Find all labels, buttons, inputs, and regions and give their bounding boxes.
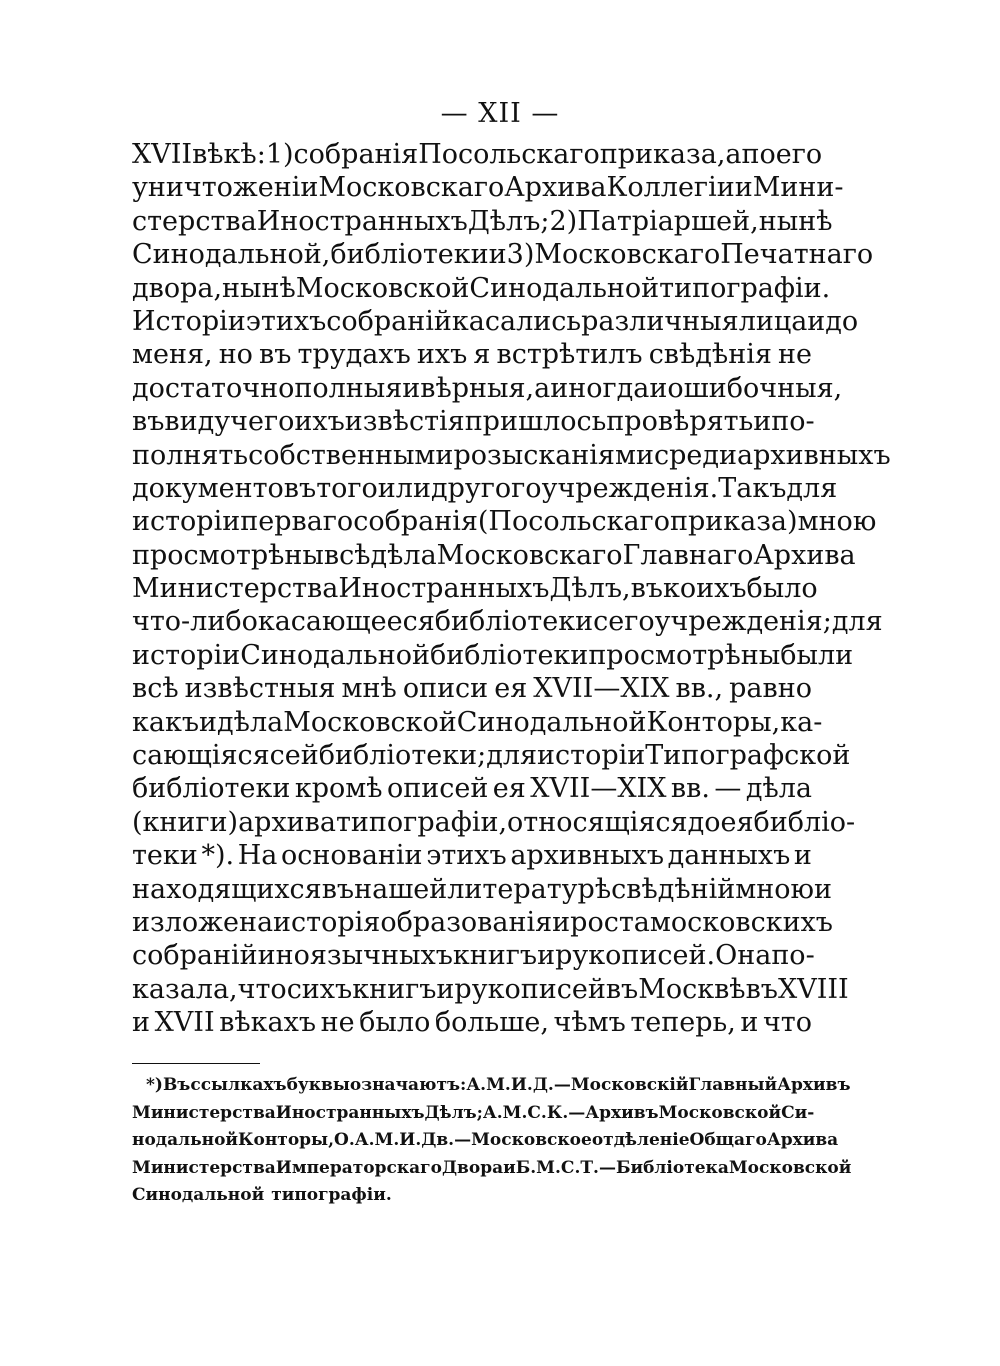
body-line bbox=[132, 205, 833, 238]
word: Императорскаго bbox=[275, 1157, 442, 1178]
word: въ bbox=[132, 406, 165, 438]
word: библіо- bbox=[753, 806, 856, 838]
word: кромѣ bbox=[294, 773, 383, 805]
word: архивныхъ bbox=[510, 840, 665, 872]
word: Архивъ bbox=[585, 1102, 659, 1123]
word: ихъ bbox=[416, 339, 468, 371]
body-line bbox=[132, 138, 823, 171]
word: въ bbox=[259, 339, 292, 371]
word: С. bbox=[560, 1157, 581, 1178]
word: 1) bbox=[265, 139, 294, 170]
word: въ bbox=[605, 973, 639, 1005]
body-line bbox=[132, 605, 883, 638]
word: а bbox=[534, 372, 551, 404]
word: и bbox=[552, 906, 571, 938]
word: среди bbox=[653, 439, 737, 471]
body-line bbox=[132, 338, 812, 371]
word: вѣкахъ bbox=[219, 1007, 317, 1039]
word: провѣрять bbox=[606, 406, 754, 438]
word: Исторіи bbox=[132, 305, 246, 337]
word: Архива bbox=[504, 172, 607, 204]
body-line bbox=[132, 171, 844, 204]
word: ошибочныя, bbox=[667, 372, 843, 404]
word: Министерства bbox=[132, 1102, 276, 1123]
word: приказа) bbox=[669, 506, 798, 538]
body-line bbox=[132, 472, 838, 505]
word: или bbox=[377, 472, 431, 504]
word: вѣрныя, bbox=[420, 372, 535, 404]
word: были bbox=[780, 639, 854, 671]
word: М. bbox=[502, 1102, 528, 1123]
footnote-line bbox=[132, 1072, 851, 1100]
word: *). bbox=[201, 840, 235, 872]
word: И. bbox=[510, 1075, 533, 1095]
word: двора, bbox=[132, 272, 223, 304]
word: уничтоженіи bbox=[132, 172, 319, 204]
word: книгъ bbox=[352, 973, 437, 1005]
word: Главный bbox=[688, 1075, 778, 1095]
word: достаточно bbox=[132, 372, 295, 404]
word: учрежденія; bbox=[654, 606, 832, 638]
word: *) bbox=[146, 1075, 163, 1095]
word: буквы bbox=[286, 1075, 350, 1095]
word: было bbox=[746, 573, 818, 605]
body-line bbox=[132, 906, 833, 939]
word: а bbox=[725, 139, 742, 170]
word: Министерства bbox=[132, 1157, 276, 1178]
word: сихъ bbox=[286, 973, 353, 1005]
word: Синодальной bbox=[132, 1185, 265, 1206]
word: собственными bbox=[248, 439, 454, 471]
word: всѣ bbox=[323, 539, 371, 571]
word: Посольскаго bbox=[418, 139, 600, 170]
word: собраній bbox=[132, 940, 258, 972]
word: Дв. bbox=[421, 1130, 455, 1151]
word: въ bbox=[321, 873, 355, 905]
word: изложена bbox=[132, 906, 274, 938]
word: Архива bbox=[766, 1130, 839, 1151]
word: касались bbox=[451, 305, 582, 337]
word: Б. bbox=[515, 1157, 537, 1178]
body-line bbox=[132, 372, 843, 405]
word: до bbox=[687, 806, 721, 838]
word: (Посольскаго bbox=[477, 506, 670, 538]
word: коихъ bbox=[662, 573, 747, 605]
word: въ bbox=[745, 973, 778, 1005]
word: и bbox=[537, 940, 556, 972]
word: типографіи. bbox=[271, 1185, 392, 1206]
body-line bbox=[132, 806, 856, 839]
word: сающіяся bbox=[132, 740, 270, 772]
word: мнѣ bbox=[341, 673, 397, 705]
word: — bbox=[598, 1157, 616, 1178]
word: просмотрѣны bbox=[588, 639, 781, 671]
word: стерства bbox=[132, 205, 257, 237]
word: Такъ bbox=[718, 472, 787, 504]
word: Библіотека bbox=[615, 1157, 729, 1178]
word: рукописей. bbox=[555, 940, 716, 972]
word: Мини- bbox=[752, 172, 844, 204]
word: литературѣ bbox=[447, 873, 612, 905]
word: — bbox=[454, 1130, 472, 1151]
word: другого bbox=[430, 472, 542, 504]
word: какъ bbox=[132, 706, 200, 738]
body-line bbox=[132, 238, 874, 271]
word: ея bbox=[492, 773, 526, 805]
word: собраній bbox=[326, 305, 452, 337]
word: Въ bbox=[162, 1075, 191, 1095]
word: не bbox=[777, 339, 812, 371]
word: по- bbox=[771, 406, 815, 438]
word: дѣла bbox=[745, 773, 812, 805]
word: нынѣ bbox=[758, 205, 833, 237]
word: вв., bbox=[675, 673, 724, 705]
word: рукописей bbox=[454, 973, 606, 1005]
word: и bbox=[740, 1007, 759, 1039]
word: трудахъ bbox=[297, 339, 411, 371]
word: Двора bbox=[441, 1157, 504, 1178]
word: было bbox=[359, 1007, 431, 1039]
word: что bbox=[762, 1007, 812, 1039]
word: библіотеки bbox=[330, 239, 489, 271]
word: того bbox=[316, 472, 378, 504]
word: этихъ bbox=[245, 305, 327, 337]
word: Дѣлъ, bbox=[549, 573, 631, 605]
word: М. bbox=[374, 1130, 400, 1151]
word: лица bbox=[738, 305, 808, 337]
body-line bbox=[132, 772, 812, 805]
word: На bbox=[237, 840, 278, 872]
word: XVII bbox=[132, 139, 193, 170]
word: дѣла bbox=[370, 539, 437, 571]
word: Иностранныхъ bbox=[275, 1102, 425, 1123]
word: его bbox=[775, 139, 823, 170]
word: учрежденія. bbox=[541, 472, 719, 504]
word: Иностранныхъ bbox=[256, 205, 468, 237]
word: пришлось bbox=[464, 406, 607, 438]
word: больше, bbox=[434, 1007, 549, 1039]
word: Москвѣ bbox=[638, 973, 746, 1005]
body-line bbox=[132, 672, 812, 705]
word: типографіи. bbox=[659, 272, 831, 304]
word: въ bbox=[630, 573, 663, 605]
word: Общаго bbox=[689, 1130, 767, 1151]
word: Московское bbox=[471, 1130, 592, 1151]
word: исторія bbox=[273, 906, 381, 938]
body-line bbox=[132, 639, 854, 672]
word: 2) bbox=[549, 205, 578, 237]
word: ея bbox=[494, 673, 528, 705]
word: и bbox=[503, 1157, 516, 1178]
word: Архивъ bbox=[777, 1075, 851, 1095]
word: иногда bbox=[550, 372, 650, 404]
word: виду bbox=[164, 406, 231, 438]
word: и bbox=[488, 239, 507, 271]
word: сей bbox=[269, 740, 319, 772]
word: М. bbox=[486, 1075, 511, 1095]
word: И. bbox=[399, 1130, 422, 1151]
body-line bbox=[132, 305, 859, 338]
word: библіотеки bbox=[434, 606, 594, 638]
word: Т. bbox=[580, 1157, 599, 1178]
word: библіотеки; bbox=[318, 740, 487, 772]
body-line bbox=[132, 439, 891, 472]
word: и bbox=[814, 873, 833, 905]
word: различныя bbox=[581, 305, 739, 337]
word: основаніи bbox=[281, 840, 423, 872]
word: Патріаршей, bbox=[577, 205, 759, 237]
body-line bbox=[132, 973, 849, 1006]
footnote-divider bbox=[132, 1063, 260, 1065]
word: и bbox=[793, 840, 812, 872]
body-line bbox=[132, 1006, 812, 1039]
word: описи bbox=[402, 673, 489, 705]
word: свѣдѣній bbox=[611, 873, 736, 905]
word: мною bbox=[735, 873, 815, 905]
body-line bbox=[132, 739, 851, 772]
word: данныхъ bbox=[667, 840, 791, 872]
word: М. bbox=[536, 1157, 561, 1178]
word: Синодальной bbox=[456, 706, 647, 738]
word: описей bbox=[386, 773, 489, 805]
word: московскихъ bbox=[649, 906, 833, 938]
word: извѣстія bbox=[344, 406, 465, 438]
body-line bbox=[132, 405, 815, 438]
word: извѣстныя bbox=[184, 673, 336, 705]
word: по- bbox=[771, 940, 815, 972]
body-text bbox=[132, 138, 891, 1040]
word: Типографской bbox=[645, 740, 851, 772]
word: для bbox=[831, 606, 883, 638]
word: приказа, bbox=[599, 139, 726, 170]
word: ихъ bbox=[294, 406, 345, 438]
word: и bbox=[402, 372, 421, 404]
word: всѣ bbox=[132, 673, 179, 705]
footnote-line bbox=[132, 1127, 839, 1155]
body-line bbox=[132, 706, 823, 739]
word: К. bbox=[546, 1102, 569, 1123]
word: исторіи bbox=[132, 506, 241, 538]
word: казала, bbox=[132, 973, 238, 1005]
word: Синодальной bbox=[469, 272, 660, 304]
word: и bbox=[734, 172, 753, 204]
word: теки bbox=[132, 840, 198, 872]
word: и bbox=[132, 1007, 150, 1039]
word: для bbox=[486, 740, 538, 772]
word: С. bbox=[527, 1102, 547, 1123]
word: 3) bbox=[506, 239, 535, 271]
word: для bbox=[786, 472, 838, 504]
word: Иностранныхъ bbox=[338, 573, 550, 605]
word: отдѣленіе bbox=[591, 1130, 690, 1151]
word: А. bbox=[482, 1102, 503, 1123]
word: собранія bbox=[353, 506, 478, 538]
word: вв. bbox=[670, 773, 710, 805]
word: А. bbox=[466, 1075, 487, 1095]
word: иноязычныхъ bbox=[257, 940, 453, 972]
word: вѣкѣ: bbox=[192, 139, 266, 170]
word: чего bbox=[230, 406, 295, 438]
word: и bbox=[753, 406, 772, 438]
word: архивныхъ bbox=[736, 439, 891, 471]
word: находящихся bbox=[132, 873, 322, 905]
word: полныя bbox=[294, 372, 403, 404]
body-line bbox=[132, 272, 831, 305]
word: по bbox=[741, 139, 776, 170]
word: XVII—XIX bbox=[530, 773, 667, 805]
word: Д. bbox=[532, 1075, 554, 1095]
word: чѣмъ bbox=[553, 1007, 626, 1039]
word: дѣла bbox=[217, 706, 284, 738]
word: ссылкахъ bbox=[190, 1075, 287, 1095]
word: до bbox=[825, 305, 859, 337]
word: Дѣлъ; bbox=[467, 205, 550, 237]
word: А. bbox=[354, 1130, 375, 1151]
word: и bbox=[436, 973, 455, 1005]
word: не bbox=[320, 1007, 355, 1039]
word: Министерства bbox=[132, 573, 339, 605]
body-line bbox=[132, 572, 818, 605]
word: равно bbox=[729, 673, 812, 705]
word: книгъ bbox=[452, 940, 538, 972]
word: Московской bbox=[728, 1157, 852, 1178]
word: (книги) bbox=[132, 806, 239, 838]
word: что bbox=[237, 973, 287, 1005]
footnote-line bbox=[132, 1100, 815, 1128]
word: Главнаго bbox=[622, 539, 754, 571]
body-line bbox=[132, 873, 833, 906]
word: меня, bbox=[132, 339, 213, 371]
word: нашей bbox=[354, 873, 448, 905]
word: типографіи, bbox=[335, 806, 508, 838]
word: исторіи bbox=[537, 740, 646, 772]
word: и bbox=[199, 706, 218, 738]
footnote-line bbox=[132, 1182, 812, 1210]
word: Московской bbox=[295, 272, 470, 304]
word: библіотеки bbox=[429, 639, 589, 671]
word: собранія bbox=[293, 139, 419, 170]
word: Московскаго bbox=[318, 172, 505, 204]
footnote bbox=[132, 1072, 852, 1210]
word: нынѣ bbox=[222, 272, 296, 304]
word: ея bbox=[720, 806, 754, 838]
word: Московской bbox=[283, 706, 457, 738]
word: свѣдѣнія bbox=[648, 339, 772, 371]
word: образованія bbox=[380, 906, 553, 938]
body-line bbox=[132, 839, 812, 872]
word: Московскаго bbox=[436, 539, 623, 571]
word: Конторы, bbox=[646, 706, 781, 738]
word: просмотрѣны bbox=[132, 539, 324, 571]
word: — bbox=[553, 1075, 571, 1095]
word: этихъ bbox=[426, 840, 507, 872]
word: документовъ bbox=[132, 472, 317, 504]
word: Печатнаго bbox=[720, 239, 874, 271]
word: Московскій bbox=[570, 1075, 689, 1095]
word: и bbox=[807, 305, 826, 337]
word: нодальной bbox=[132, 1130, 239, 1151]
word: Московской bbox=[658, 1102, 782, 1123]
word: полнять bbox=[132, 439, 249, 471]
page-number: — XII — bbox=[440, 98, 560, 129]
word: XVIII bbox=[777, 973, 849, 1005]
word: мною bbox=[797, 506, 877, 538]
word: розысканіями bbox=[453, 439, 654, 471]
footnote-line bbox=[132, 1155, 852, 1183]
word: архива bbox=[238, 806, 336, 838]
body-line bbox=[132, 539, 856, 572]
word: ка- bbox=[780, 706, 823, 738]
word: XVII—XIX bbox=[533, 673, 670, 705]
word: исторіи bbox=[132, 639, 241, 671]
word: относящіяся bbox=[507, 806, 688, 838]
body-line bbox=[132, 939, 815, 972]
word: Си- bbox=[781, 1102, 815, 1123]
word: касающееся bbox=[257, 606, 435, 638]
word: что-либо bbox=[132, 606, 258, 638]
word: О. bbox=[334, 1130, 355, 1151]
word: — bbox=[714, 773, 742, 805]
word: роста bbox=[570, 906, 650, 938]
word: Московскаго bbox=[534, 239, 721, 271]
word: — bbox=[568, 1102, 586, 1123]
word: Синодальной, bbox=[132, 239, 331, 271]
word: библіотеки bbox=[132, 773, 291, 805]
word: Синодальной bbox=[240, 639, 430, 671]
word: XVII bbox=[154, 1007, 215, 1039]
word: теперь, bbox=[630, 1007, 736, 1039]
word: означаютъ: bbox=[349, 1075, 467, 1095]
word: Архива bbox=[753, 539, 856, 571]
word: сего bbox=[593, 606, 655, 638]
word: перваго bbox=[240, 506, 354, 538]
word: Коллегіи bbox=[606, 172, 735, 204]
word: Конторы, bbox=[238, 1130, 335, 1151]
word: Дѣлъ; bbox=[424, 1102, 483, 1123]
body-line bbox=[132, 505, 877, 538]
word: но bbox=[218, 339, 253, 371]
word: встрѣтилъ bbox=[496, 339, 643, 371]
word: и bbox=[649, 372, 668, 404]
word: я bbox=[473, 339, 491, 371]
word: Она bbox=[715, 940, 772, 972]
